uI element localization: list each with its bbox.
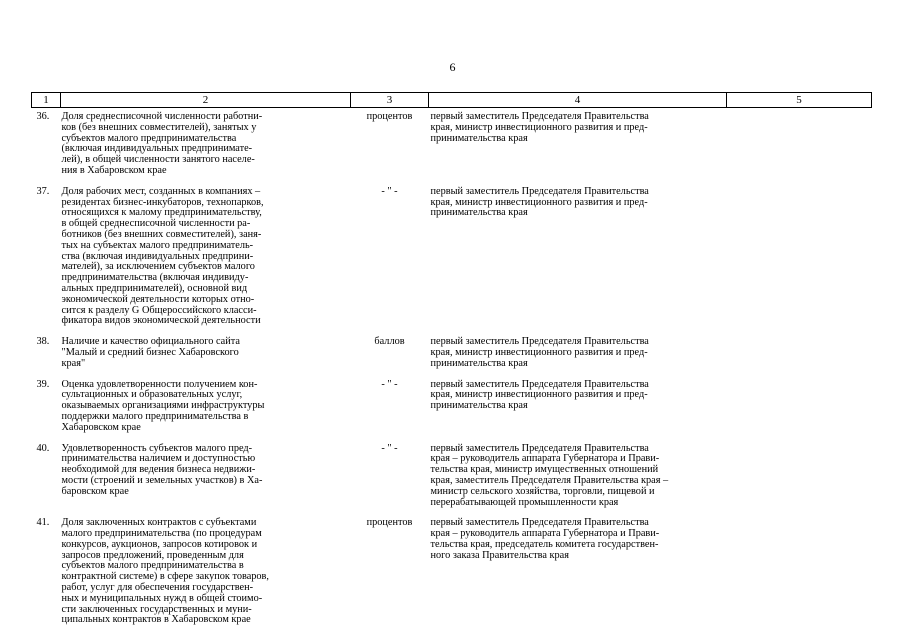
indicator-name-line: работ, услуг для обеспечения государствен- — [61, 582, 254, 594]
responsible-official — [429, 187, 727, 337]
indicator-name-line: ных и муниципальных нужд в общей стоимо- — [61, 592, 263, 604]
responsible-official-line: первый заместитель Председателя Правительства — [430, 336, 649, 348]
indicator-name-line: края" — [61, 357, 86, 369]
table-row — [32, 187, 872, 337]
unit-of-measure: - " - — [381, 378, 398, 390]
row-number: 36. — [36, 111, 50, 122]
indicator-name-line: Доля заключенных контрактов с субъектами — [61, 517, 257, 529]
note-cell — [727, 108, 872, 187]
responsible-official-line: принимательства края — [430, 132, 528, 144]
indicator-name — [61, 518, 351, 636]
indicator-name-line: малого предпринимательства (по процедурам — [61, 528, 262, 540]
indicator-name — [61, 337, 351, 379]
indicator-name-line: Доля среднесписочной численности работни- — [61, 111, 263, 122]
indicator-name-line: ства (включая индивидуальных предприни- — [61, 250, 254, 262]
indicator-name-line: экономической деятельности которых отно- — [61, 293, 255, 305]
indicator-name — [61, 380, 351, 444]
indicator-name-line: ния в Хабаровском крае — [61, 164, 167, 176]
header-col-5: 5 — [727, 93, 872, 108]
indicator-name-line: Удовлетворенность субъектов малого пред- — [61, 442, 253, 454]
indicator-name-line: предпринимательства (включая индивиду- — [61, 272, 249, 284]
header-row — [32, 93, 872, 108]
row-number: 39. — [36, 378, 50, 390]
responsible-official-line: края, заместитель Председателя Правительства края – — [430, 474, 669, 486]
indicator-name-line: (включая индивидуальных предпринимате- — [61, 143, 253, 155]
responsible-official — [429, 337, 727, 379]
header-col-3: 3 — [351, 93, 429, 108]
note-cell — [727, 444, 872, 519]
indicator-name-line: резидентах бизнес-инкубаторов, технопарков, — [61, 196, 264, 208]
unit-of-measure: баллов — [374, 336, 405, 348]
indicators-table — [31, 92, 872, 636]
header-col-2: 2 — [61, 93, 351, 108]
unit-of-measure: процентов — [366, 517, 413, 529]
note-cell — [727, 518, 872, 636]
indicator-name-line: относящихся к малому предпринимательству, — [61, 207, 262, 219]
responsible-official-line: края – руководитель аппарата Губернатора и Прави- — [430, 453, 660, 465]
indicator-name-line: ков (без внешних совместителей), занятых у — [61, 121, 257, 133]
responsible-official-line: первый заместитель Председателя Правительства — [430, 185, 649, 197]
indicator-name-line: фикатора видов экономической деятельности — [61, 315, 261, 327]
responsible-official-line: края, министр инвестиционного развития и пред- — [430, 389, 648, 401]
indicator-name-line: поддержки малого предпринимательства в — [61, 410, 249, 422]
responsible-official-line: края, министр инвестиционного развития и пред- — [430, 346, 648, 358]
row-number: 41. — [36, 517, 50, 529]
row-number: 37. — [36, 185, 50, 197]
row-number: 38. — [36, 336, 50, 348]
responsible-official-line: принимательства края — [430, 400, 528, 412]
unit-of-measure: - " - — [381, 185, 398, 197]
indicator-name-line: Доля рабочих мест, созданных в компаниях – — [61, 185, 261, 197]
indicator-name-line: контрактной системе) в сфере закупок товаров, — [61, 571, 269, 583]
responsible-official-line: первый заместитель Председателя Правительства — [430, 111, 649, 122]
row-number: 40. — [36, 442, 50, 454]
indicator-name-line: сится к разделу G Общероссийского класси- — [61, 304, 257, 316]
unit-of-measure: - " - — [381, 442, 398, 454]
table-row — [32, 108, 872, 187]
responsible-official — [429, 518, 727, 636]
table-row — [32, 380, 872, 444]
note-cell — [727, 337, 872, 379]
responsible-official-line: министр сельского хозяйства, торговли, пищевой и — [430, 485, 655, 497]
responsible-official-line: первый заместитель Председателя Правительства — [430, 442, 649, 454]
unit-of-measure: процентов — [366, 111, 413, 122]
table-header — [32, 93, 872, 108]
indicator-name-line: в общей среднесписочной численности ра- — [61, 218, 251, 230]
indicator-name-line: конкурсов, аукционов, запросов котировок и — [61, 538, 258, 550]
indicator-name — [61, 187, 351, 337]
table-body — [32, 108, 872, 637]
indicator-name-line: альных предпринимателей), основной вид — [61, 282, 248, 294]
header-col-1: 1 — [32, 93, 61, 108]
indicator-name-line: баровском крае — [61, 485, 129, 497]
indicator-name-line: принимательства наличием и доступностью — [61, 453, 256, 465]
indicator-name — [61, 444, 351, 519]
indicator-name-line: ципальных контрактов в Хабаровском крае — [61, 614, 251, 626]
indicator-name-line: лей), в общей численности занятого населе- — [61, 154, 255, 166]
indicator-name-line: мателей), за исключением субъектов малого — [61, 261, 255, 273]
responsible-official-line: первый заместитель Председателя Правительства — [430, 517, 649, 529]
header-col-4: 4 — [429, 93, 727, 108]
responsible-official — [429, 444, 727, 519]
responsible-official-line: принимательства края — [430, 207, 528, 219]
indicator-name-line: Хабаровском крае — [61, 421, 141, 433]
responsible-official-line: тельства края, министр имущественных отношений — [430, 464, 659, 476]
indicator-name-line: сти заключенных государственных и муни- — [61, 603, 252, 615]
table-row — [32, 518, 872, 636]
responsible-official — [429, 380, 727, 444]
responsible-official-line: ного заказа Правительства края — [430, 549, 569, 561]
indicator-name-line: необходимой для ведения бизнеса недвижи- — [61, 464, 256, 476]
indicator-name-line: тых на субъектах малого предприниматель- — [61, 239, 254, 251]
page-number: 6 — [449, 60, 456, 74]
note-cell — [727, 380, 872, 444]
note-cell — [727, 187, 872, 337]
responsible-official-line: края, министр инвестиционного развития и пред- — [430, 196, 648, 208]
indicator-name-line: оказываемых организациями инфраструктуры — [61, 400, 265, 412]
responsible-official-line: перерабатывающей промышленности края — [430, 496, 619, 508]
indicator-name-line: Наличие и качество официального сайта — [61, 336, 240, 348]
responsible-official-line: тельства края, председатель комитета государствен- — [430, 538, 659, 550]
indicator-name-line: субъектов малого предпринимательства — [61, 132, 237, 144]
indicator-name-line: ботников (без внешних совместителей), заня- — [61, 228, 262, 240]
table-row — [32, 337, 872, 379]
indicator-name-line: сультационных и образовательных услуг, — [61, 389, 243, 401]
responsible-official-line: первый заместитель Председателя Правительства — [430, 378, 649, 390]
indicator-name-line: запросов предложений, проведенным для — [61, 549, 244, 561]
responsible-official — [429, 108, 727, 187]
indicator-name-line: "Малый и средний бизнес Хабаровского — [61, 346, 239, 358]
responsible-official-line: края, министр инвестиционного развития и пред- — [430, 121, 648, 133]
indicator-name-line: мости (строений и земельных участков) в Ха- — [61, 474, 263, 486]
indicator-name-line: субъектов малого предпринимательства в — [61, 560, 244, 572]
indicator-name — [61, 108, 351, 187]
responsible-official-line: принимательства края — [430, 357, 528, 369]
table-row — [32, 444, 872, 519]
indicator-name-line: Оценка удовлетворенности получением кон- — [61, 378, 258, 390]
responsible-official-line: края – руководитель аппарата Губернатора и Прави- — [430, 528, 660, 540]
